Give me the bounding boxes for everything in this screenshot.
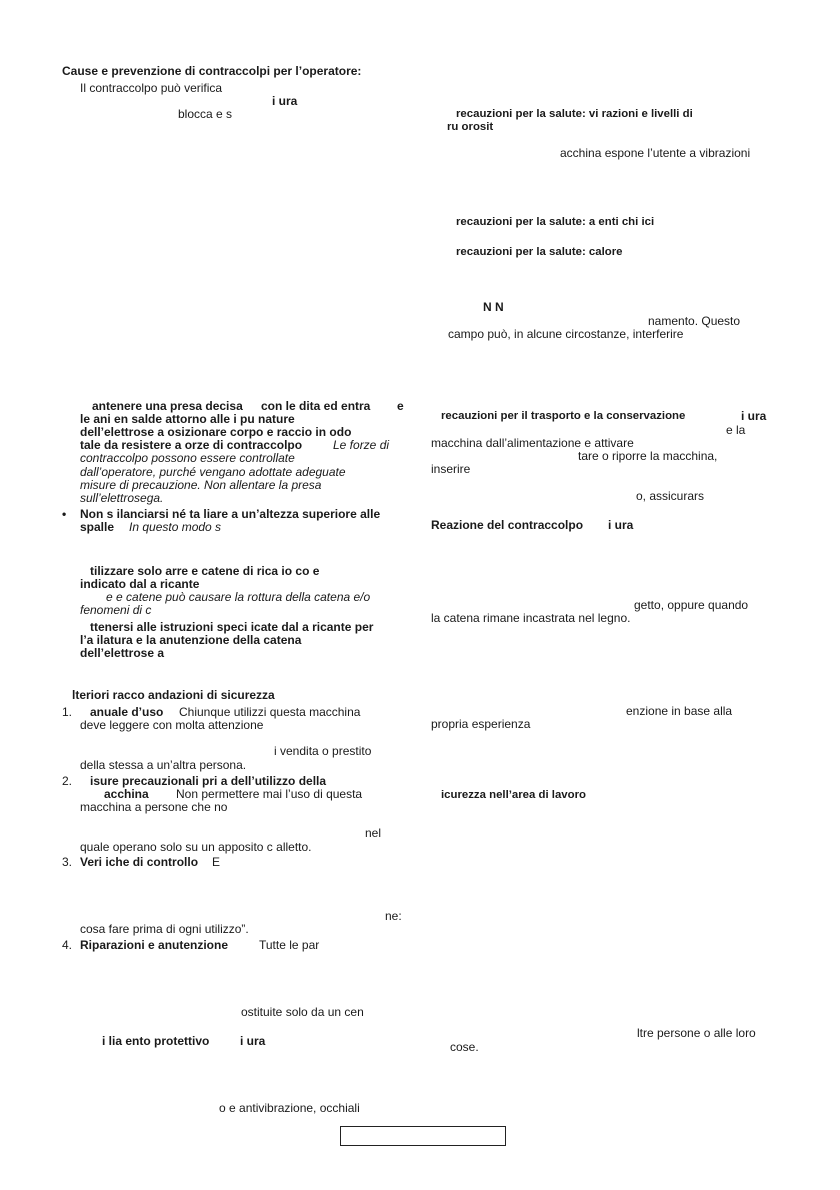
kickback-text-2: la catena rimane incastrata nel legno. [431,611,631,625]
item-3-text-3: cosa fare prima di ogni utilizzo”. [80,922,249,936]
bars-line-5: ttenersi alle istruzioni speci icate dal a ricante per [90,620,374,634]
bars-line-1: tilizzare solo arre e catene di rica io co e [90,564,320,578]
item-3-title: Veri iche di controllo [80,855,199,869]
bars-line-3: e e catene può causare la rottura della catena e/o [106,590,371,604]
bars-line-7: dell’elettrose a [80,646,165,660]
bullet-line-1: Non s ilanciarsi né ta liare a un’altezza superiore alle [80,507,381,521]
chemical-heading: recauzioni per la salute: a enti chi ici [456,216,655,228]
emf-heading: N N [483,300,504,314]
item-4-text: Tutte le par [259,938,320,952]
grip-line-8: sull’elettrosega. [80,491,164,505]
heat-heading: recauzioni per la salute: calore [456,246,623,258]
grip-line-4b: Le forze di [333,438,390,452]
item-2-text-4: quale operano solo su un apposito c alletto. [80,840,312,854]
vibration-heading-2: ru orosit [447,121,494,133]
kickback-reaction-heading: Reazione del contraccolpo [431,518,584,532]
further-heading: lteriori racco andazioni di sicurezza [72,688,275,702]
grip-line-1b: con le dita ed entra [261,399,371,413]
transport-figure-ref: i ura [741,409,767,423]
bullet-mark: • [62,507,67,521]
item-1-text-3: i vendita o prestito [274,744,372,758]
item-1-title: anuale d’uso [90,705,164,719]
emf-text: namento. Questo [648,314,741,328]
grip-line-7: misure di precauzione. Non allentare la presa [80,478,322,492]
item-2-title-2: acchina [104,787,149,801]
others-text-2: cose. [450,1040,479,1054]
transport-text-3: tare o riporre la macchina, [578,449,718,463]
bullet-line-2a: spalle [80,520,115,534]
grip-line-3: dell’elettrose a osizionare corpo e raccio in odo [80,425,352,439]
item-4-title: Riparazioni e anutenzione [80,938,229,952]
transport-text-5: o, assicurars [636,489,705,503]
transport-text: e la [726,423,746,437]
bars-line-4: fenomeni di c [80,603,152,617]
item-2-title: isure precauzionali pri a dell’utilizzo della [90,774,327,788]
item-1-number: 1. [62,705,73,719]
grip-line-4a: tale da resistere a orze di contraccolpo [80,438,303,452]
item-2-number: 2. [62,774,73,788]
experience-text-2: propria esperienza [431,717,531,731]
transport-heading: recauzioni per il trasporto e la conservazione [441,410,686,422]
experience-text: enzione in base alla [626,704,733,718]
intro-line-3: blocca e s [178,107,233,121]
clothing-figure-ref: i ura [240,1034,266,1048]
vibration-heading: recauzioni per la salute: vi razioni e livelli di [456,108,693,120]
item-3-text: E [212,855,221,869]
grip-line-6: dall’operatore, purché vengano adottate adeguate [80,465,346,479]
grip-line-2: le ani en salde attorno alle i pu nature [80,412,295,426]
item-3-text-2: ne: [385,909,402,923]
item-3-number: 3. [62,855,73,869]
intro-line-1: Il contraccolpo può verifica [80,81,223,95]
grip-line-5: contraccolpo possono essere controllate [80,451,295,465]
grip-line-1c: e [397,399,404,413]
kickback-text: getto, oppure quando [634,598,749,612]
transport-text-4: inserire [431,462,471,476]
section-title-kickback: Cause e prevenzione di contraccolpi per l’operatore: [62,64,362,78]
grip-line-1a: antenere una presa decisa [92,399,243,413]
emf-text-2: campo può, in alcune circostanze, interferire [448,327,684,341]
clothing-text: o e antivibrazione, occhiali [219,1101,360,1115]
item-1-text: Chiunque utilizzi questa macchina [179,705,361,719]
others-text: ltre persone o alle loro [637,1026,756,1040]
page-footer-box [340,1126,506,1146]
item-1-text-4: della stessa a un’altra persona. [80,758,247,772]
transport-text-2: macchina dall’alimentazione e attivare [431,436,634,450]
item-4-number: 4. [62,938,73,952]
kickback-figure-ref: i ura [608,518,634,532]
bars-line-2: indicato dal a ricante [80,577,200,591]
work-area-heading: icurezza nell’area di lavoro [441,789,586,801]
bars-line-6: l’a ilatura e la anutenzione della catena [80,633,302,647]
item-2-text-2: macchina a persone che no [80,800,228,814]
bullet-line-2b: In questo modo s [129,520,222,534]
vibration-text: acchina espone l’utente a vibrazioni [560,146,751,160]
item-1-text-2: deve leggere con molta attenzione [80,718,264,732]
intro-figure-ref: i ura [272,94,298,108]
item-2-text-3: nel [365,826,382,840]
item-2-text: Non permettere mai l’uso di questa [176,787,363,801]
item-4-text-2: ostituite solo da un cen [241,1005,364,1019]
clothing-title: i lia ento protettivo [102,1034,210,1048]
